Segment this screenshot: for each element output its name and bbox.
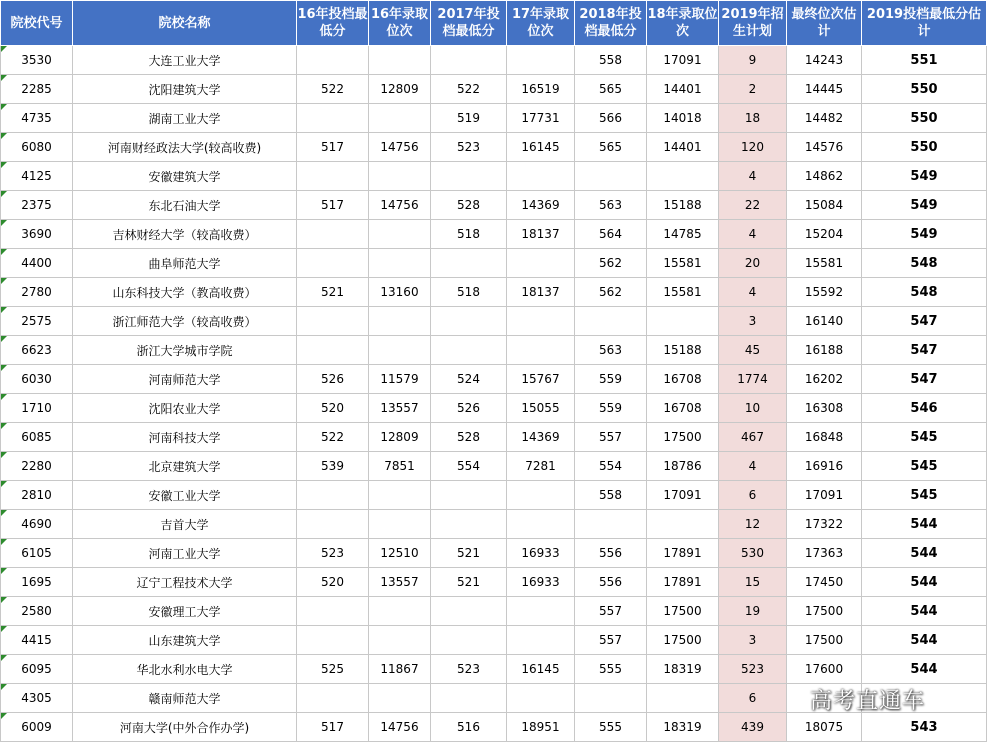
cell-17-min-score: 518 (431, 278, 507, 307)
cell-school-code: 3530 (1, 46, 73, 75)
cell-19-score-estimate: 544 (862, 597, 987, 626)
table-row (1, 133, 987, 162)
cell-19-score-estimate: 547 (862, 307, 987, 336)
cell-18-rank: 15581 (647, 278, 719, 307)
cell-final-rank-estimate: 14862 (787, 162, 862, 191)
cell-17-min-score: 523 (431, 133, 507, 162)
cell-16-rank: 11579 (369, 365, 431, 394)
cell-19-score-estimate: 544 (862, 568, 987, 597)
cell-school-name: 山东建筑大学 (73, 626, 297, 655)
cell-final-rank-estimate: 17091 (787, 481, 862, 510)
table-row (1, 539, 987, 568)
table-row (1, 713, 987, 742)
cell-19-score-estimate: 545 (862, 452, 987, 481)
table-row (1, 191, 987, 220)
cell-18-min-score: 557 (575, 423, 647, 452)
cell-19-plan: 18 (719, 104, 787, 133)
cell-18-min-score: 563 (575, 191, 647, 220)
cell-16-rank (369, 597, 431, 626)
cell-school-name: 河南财经政法大学(较高收费) (73, 133, 297, 162)
cell-16-rank (369, 104, 431, 133)
header-17-rank: 17年录取位次 (507, 1, 575, 46)
cell-final-rank-estimate: 15084 (787, 191, 862, 220)
cell-school-code: 6085 (1, 423, 73, 452)
cell-school-name: 沈阳建筑大学 (73, 75, 297, 104)
cell-18-rank (647, 307, 719, 336)
table-row (1, 75, 987, 104)
cell-18-rank: 15188 (647, 191, 719, 220)
cell-17-rank (507, 162, 575, 191)
table-row (1, 597, 987, 626)
cell-18-min-score: 557 (575, 597, 647, 626)
table-row (1, 655, 987, 684)
table-row (1, 336, 987, 365)
cell-16-rank: 13557 (369, 568, 431, 597)
cell-18-min-score (575, 510, 647, 539)
cell-19-plan: 4 (719, 162, 787, 191)
cell-school-code: 2780 (1, 278, 73, 307)
cell-final-rank-estimate: 16848 (787, 423, 862, 452)
cell-16-rank (369, 249, 431, 278)
cell-19-plan: 10 (719, 394, 787, 423)
cell-final-rank-estimate: 17600 (787, 655, 862, 684)
cell-17-min-score (431, 626, 507, 655)
cell-19-score-estimate: 548 (862, 249, 987, 278)
table-row (1, 307, 987, 336)
cell-school-name: 吉首大学 (73, 510, 297, 539)
table-row (1, 104, 987, 133)
cell-19-plan: 19 (719, 597, 787, 626)
header-school-name: 院校名称 (73, 1, 297, 46)
cell-final-rank-estimate: 14445 (787, 75, 862, 104)
cell-18-rank: 17091 (647, 46, 719, 75)
header-16-min-score: 16年投档最低分 (297, 1, 369, 46)
cell-19-score-estimate: 543 (862, 713, 987, 742)
header-16-rank: 16年录取位次 (369, 1, 431, 46)
cell-18-rank: 16708 (647, 365, 719, 394)
cell-16-min-score: 522 (297, 423, 369, 452)
cell-19-plan: 45 (719, 336, 787, 365)
cell-17-min-score (431, 46, 507, 75)
cell-18-min-score: 555 (575, 655, 647, 684)
cell-final-rank-estimate: 17450 (787, 568, 862, 597)
cell-school-name: 安徽理工大学 (73, 597, 297, 626)
cell-19-plan: 439 (719, 713, 787, 742)
header-18-min-score: 2018年投档最低分 (575, 1, 647, 46)
cell-school-name: 浙江师范大学（较高收费） (73, 307, 297, 336)
cell-19-score-estimate: 547 (862, 365, 987, 394)
cell-school-name: 浙江大学城市学院 (73, 336, 297, 365)
cell-18-min-score (575, 684, 647, 713)
cell-19-score-estimate: 545 (862, 423, 987, 452)
cell-19-plan: 523 (719, 655, 787, 684)
cell-school-name: 沈阳农业大学 (73, 394, 297, 423)
cell-school-code: 6095 (1, 655, 73, 684)
cell-19-plan: 120 (719, 133, 787, 162)
cell-16-rank (369, 626, 431, 655)
cell-16-min-score: 520 (297, 568, 369, 597)
cell-school-code: 6623 (1, 336, 73, 365)
table-body (1, 46, 987, 742)
cell-school-code: 6080 (1, 133, 73, 162)
cell-18-rank: 15581 (647, 249, 719, 278)
cell-17-rank: 16933 (507, 568, 575, 597)
cell-18-min-score: 557 (575, 626, 647, 655)
cell-19-score-estimate: 550 (862, 104, 987, 133)
cell-17-min-score: 519 (431, 104, 507, 133)
cell-19-plan: 22 (719, 191, 787, 220)
cell-19-plan: 1774 (719, 365, 787, 394)
cell-school-name: 山东科技大学（教高收费） (73, 278, 297, 307)
header-18-rank: 18年录取位次 (647, 1, 719, 46)
cell-16-rank: 12809 (369, 423, 431, 452)
cell-19-score-estimate: 545 (862, 481, 987, 510)
cell-final-rank-estimate: 15204 (787, 220, 862, 249)
cell-school-code: 4305 (1, 684, 73, 713)
cell-19-plan: 15 (719, 568, 787, 597)
cell-17-rank: 17731 (507, 104, 575, 133)
watermark: 高考直通车 (810, 689, 926, 714)
cell-18-min-score (575, 162, 647, 191)
cell-17-rank (507, 684, 575, 713)
cell-school-name: 湖南工业大学 (73, 104, 297, 133)
cell-19-plan: 6 (719, 684, 787, 713)
cell-19-plan: 530 (719, 539, 787, 568)
cell-16-rank (369, 162, 431, 191)
table-row (1, 249, 987, 278)
cell-17-min-score (431, 336, 507, 365)
cell-17-rank (507, 510, 575, 539)
cell-19-score-estimate: 547 (862, 336, 987, 365)
cell-16-min-score: 517 (297, 133, 369, 162)
cell-16-rank: 14756 (369, 713, 431, 742)
cell-17-min-score (431, 510, 507, 539)
cell-final-rank-estimate: 17500 (787, 626, 862, 655)
cell-final-rank-estimate: 14482 (787, 104, 862, 133)
cell-18-rank (647, 684, 719, 713)
cell-17-rank (507, 597, 575, 626)
cell-16-rank (369, 307, 431, 336)
cell-final-rank-estimate: 16916 (787, 452, 862, 481)
table-row (1, 220, 987, 249)
cell-19-plan: 4 (719, 278, 787, 307)
cell-16-rank (369, 220, 431, 249)
cell-school-code: 2285 (1, 75, 73, 104)
cell-19-score-estimate: 550 (862, 133, 987, 162)
cell-16-min-score (297, 162, 369, 191)
cell-school-name: 河南大学(中外合作办学) (73, 713, 297, 742)
cell-17-rank: 18137 (507, 278, 575, 307)
cell-19-plan: 2 (719, 75, 787, 104)
cell-17-min-score (431, 597, 507, 626)
cell-17-min-score: 516 (431, 713, 507, 742)
header-final-rank-estimate: 最终位次估计 (787, 1, 862, 46)
cell-18-min-score: 554 (575, 452, 647, 481)
cell-19-plan: 4 (719, 220, 787, 249)
cell-16-min-score (297, 104, 369, 133)
cell-18-min-score: 556 (575, 539, 647, 568)
cell-16-min-score (297, 46, 369, 75)
cell-19-score-estimate: 546 (862, 394, 987, 423)
cell-19-score-estimate: 544 (862, 539, 987, 568)
table-row (1, 46, 987, 75)
table-row (1, 510, 987, 539)
cell-19-score-estimate: 549 (862, 162, 987, 191)
cell-school-name: 大连工业大学 (73, 46, 297, 75)
cell-17-rank (507, 481, 575, 510)
cell-17-rank (507, 336, 575, 365)
cell-17-rank: 16519 (507, 75, 575, 104)
cell-17-min-score: 522 (431, 75, 507, 104)
header-19-score-estimate: 2019投档最低分估计 (862, 1, 987, 46)
cell-final-rank-estimate: 15581 (787, 249, 862, 278)
cell-19-score-estimate: 544 (862, 626, 987, 655)
cell-16-min-score: 517 (297, 713, 369, 742)
cell-16-rank (369, 510, 431, 539)
cell-16-min-score: 517 (297, 191, 369, 220)
cell-18-rank: 17891 (647, 539, 719, 568)
cell-18-rank: 15188 (647, 336, 719, 365)
cell-18-min-score: 562 (575, 278, 647, 307)
cell-16-rank: 13160 (369, 278, 431, 307)
cell-16-rank (369, 46, 431, 75)
cell-school-code: 6105 (1, 539, 73, 568)
cell-19-score-estimate: 544 (862, 510, 987, 539)
cell-16-min-score (297, 336, 369, 365)
cell-18-rank: 14018 (647, 104, 719, 133)
cell-final-rank-estimate: 14576 (787, 133, 862, 162)
cell-16-min-score (297, 307, 369, 336)
cell-school-name: 曲阜师范大学 (73, 249, 297, 278)
cell-16-min-score (297, 510, 369, 539)
cell-17-rank (507, 307, 575, 336)
cell-18-min-score: 555 (575, 713, 647, 742)
cell-final-rank-estimate: 16308 (787, 394, 862, 423)
cell-18-rank (647, 162, 719, 191)
cell-school-code: 2810 (1, 481, 73, 510)
cell-19-score-estimate: 550 (862, 75, 987, 104)
table-row (1, 278, 987, 307)
cell-school-name: 河南工业大学 (73, 539, 297, 568)
cell-18-min-score (575, 307, 647, 336)
cell-16-min-score: 520 (297, 394, 369, 423)
table-row (1, 365, 987, 394)
cell-17-rank: 15767 (507, 365, 575, 394)
cell-17-rank: 14369 (507, 423, 575, 452)
cell-school-code: 4400 (1, 249, 73, 278)
cell-19-plan: 12 (719, 510, 787, 539)
cell-18-min-score: 556 (575, 568, 647, 597)
cell-19-score-estimate: 544 (862, 655, 987, 684)
cell-17-min-score: 528 (431, 191, 507, 220)
cell-school-code: 4415 (1, 626, 73, 655)
cell-19-plan: 3 (719, 307, 787, 336)
cell-18-min-score: 558 (575, 481, 647, 510)
cell-17-rank: 18951 (507, 713, 575, 742)
cell-final-rank-estimate: 14243 (787, 46, 862, 75)
cell-17-rank: 18137 (507, 220, 575, 249)
cell-17-min-score (431, 249, 507, 278)
cell-school-name: 赣南师范大学 (73, 684, 297, 713)
cell-17-rank (507, 249, 575, 278)
cell-18-rank: 18786 (647, 452, 719, 481)
cell-18-rank: 16708 (647, 394, 719, 423)
cell-school-name: 东北石油大学 (73, 191, 297, 220)
cell-final-rank-estimate: 15592 (787, 278, 862, 307)
table-row (1, 481, 987, 510)
cell-school-code: 4690 (1, 510, 73, 539)
cell-19-plan: 20 (719, 249, 787, 278)
cell-19-score-estimate: 548 (862, 278, 987, 307)
cell-19-plan: 9 (719, 46, 787, 75)
cell-school-name: 华北水利水电大学 (73, 655, 297, 684)
cell-school-code: 6030 (1, 365, 73, 394)
cell-16-min-score (297, 249, 369, 278)
cell-19-plan: 6 (719, 481, 787, 510)
table-row (1, 394, 987, 423)
cell-18-min-score: 563 (575, 336, 647, 365)
cell-18-rank: 14401 (647, 75, 719, 104)
cell-17-rank: 16933 (507, 539, 575, 568)
cell-17-min-score: 528 (431, 423, 507, 452)
cell-17-min-score (431, 307, 507, 336)
cell-school-code: 3690 (1, 220, 73, 249)
cell-19-plan: 3 (719, 626, 787, 655)
cell-school-code: 2575 (1, 307, 73, 336)
cell-18-rank: 17891 (647, 568, 719, 597)
cell-19-plan: 4 (719, 452, 787, 481)
cell-16-min-score (297, 597, 369, 626)
cell-18-rank: 14785 (647, 220, 719, 249)
cell-16-min-score: 521 (297, 278, 369, 307)
cell-school-name: 辽宁工程技术大学 (73, 568, 297, 597)
cell-16-rank: 12809 (369, 75, 431, 104)
cell-16-rank: 7851 (369, 452, 431, 481)
cell-16-min-score (297, 684, 369, 713)
cell-18-rank: 18319 (647, 655, 719, 684)
cell-school-name: 河南科技大学 (73, 423, 297, 452)
cell-final-rank-estimate: 16188 (787, 336, 862, 365)
cell-17-min-score: 521 (431, 568, 507, 597)
cell-18-rank: 18319 (647, 713, 719, 742)
cell-17-rank: 16145 (507, 655, 575, 684)
cell-16-min-score: 525 (297, 655, 369, 684)
cell-school-code: 4735 (1, 104, 73, 133)
table-row (1, 162, 987, 191)
cell-school-code: 2375 (1, 191, 73, 220)
cell-18-rank: 17500 (647, 423, 719, 452)
cell-school-name: 安徽建筑大学 (73, 162, 297, 191)
cell-final-rank-estimate: 17322 (787, 510, 862, 539)
cell-17-min-score: 518 (431, 220, 507, 249)
cell-19-score-estimate: 549 (862, 220, 987, 249)
header-19-plan: 2019年招生计划 (719, 1, 787, 46)
cell-17-rank: 14369 (507, 191, 575, 220)
cell-17-rank: 15055 (507, 394, 575, 423)
cell-final-rank-estimate: 16140 (787, 307, 862, 336)
cell-17-min-score: 524 (431, 365, 507, 394)
cell-17-min-score: 554 (431, 452, 507, 481)
header-row (1, 1, 987, 46)
table-row (1, 423, 987, 452)
cell-17-rank (507, 626, 575, 655)
cell-18-rank (647, 510, 719, 539)
cell-18-rank: 14401 (647, 133, 719, 162)
cell-final-rank-estimate: 17363 (787, 539, 862, 568)
cell-16-min-score (297, 481, 369, 510)
cell-16-rank (369, 336, 431, 365)
table-row (1, 568, 987, 597)
cell-16-min-score: 539 (297, 452, 369, 481)
cell-18-min-score: 558 (575, 46, 647, 75)
cell-17-min-score: 523 (431, 655, 507, 684)
cell-17-rank: 7281 (507, 452, 575, 481)
cell-17-min-score: 526 (431, 394, 507, 423)
cell-16-rank: 11867 (369, 655, 431, 684)
cell-17-min-score (431, 162, 507, 191)
cell-17-rank: 16145 (507, 133, 575, 162)
cell-school-name: 北京建筑大学 (73, 452, 297, 481)
table-row (1, 452, 987, 481)
cell-school-code: 1710 (1, 394, 73, 423)
cell-18-rank: 17500 (647, 626, 719, 655)
cell-19-score-estimate: 549 (862, 191, 987, 220)
cell-16-rank (369, 481, 431, 510)
cell-18-rank: 17500 (647, 597, 719, 626)
cell-16-min-score (297, 220, 369, 249)
cell-18-min-score: 559 (575, 365, 647, 394)
cell-16-rank: 14756 (369, 133, 431, 162)
cell-school-code: 2280 (1, 452, 73, 481)
table-row (1, 626, 987, 655)
cell-final-rank-estimate: 17500 (787, 597, 862, 626)
cell-school-code: 1695 (1, 568, 73, 597)
cell-final-rank-estimate: 16202 (787, 365, 862, 394)
cell-school-name: 吉林财经大学（较高收费） (73, 220, 297, 249)
cell-school-code: 6009 (1, 713, 73, 742)
cell-16-min-score: 526 (297, 365, 369, 394)
cell-18-min-score: 559 (575, 394, 647, 423)
cell-16-min-score: 522 (297, 75, 369, 104)
cell-16-rank (369, 684, 431, 713)
cell-18-min-score: 566 (575, 104, 647, 133)
cell-19-score-estimate: 551 (862, 46, 987, 75)
cell-18-min-score: 565 (575, 75, 647, 104)
cell-16-rank: 12510 (369, 539, 431, 568)
cell-17-min-score: 521 (431, 539, 507, 568)
cell-17-min-score (431, 481, 507, 510)
cell-17-min-score (431, 684, 507, 713)
cell-16-min-score: 523 (297, 539, 369, 568)
cell-school-code: 4125 (1, 162, 73, 191)
cell-19-plan: 467 (719, 423, 787, 452)
cell-17-rank (507, 46, 575, 75)
header-17-min-score: 2017年投档最低分 (431, 1, 507, 46)
cell-school-code: 2580 (1, 597, 73, 626)
cell-16-rank: 14756 (369, 191, 431, 220)
cell-school-name: 安徽工业大学 (73, 481, 297, 510)
header-school-code: 院校代号 (1, 1, 73, 46)
cell-final-rank-estimate: 18075 (787, 713, 862, 742)
cell-18-min-score: 562 (575, 249, 647, 278)
cell-18-rank: 17091 (647, 481, 719, 510)
cell-school-name: 河南师范大学 (73, 365, 297, 394)
cell-18-min-score: 564 (575, 220, 647, 249)
cell-18-min-score: 565 (575, 133, 647, 162)
cell-16-min-score (297, 626, 369, 655)
cell-16-rank: 13557 (369, 394, 431, 423)
